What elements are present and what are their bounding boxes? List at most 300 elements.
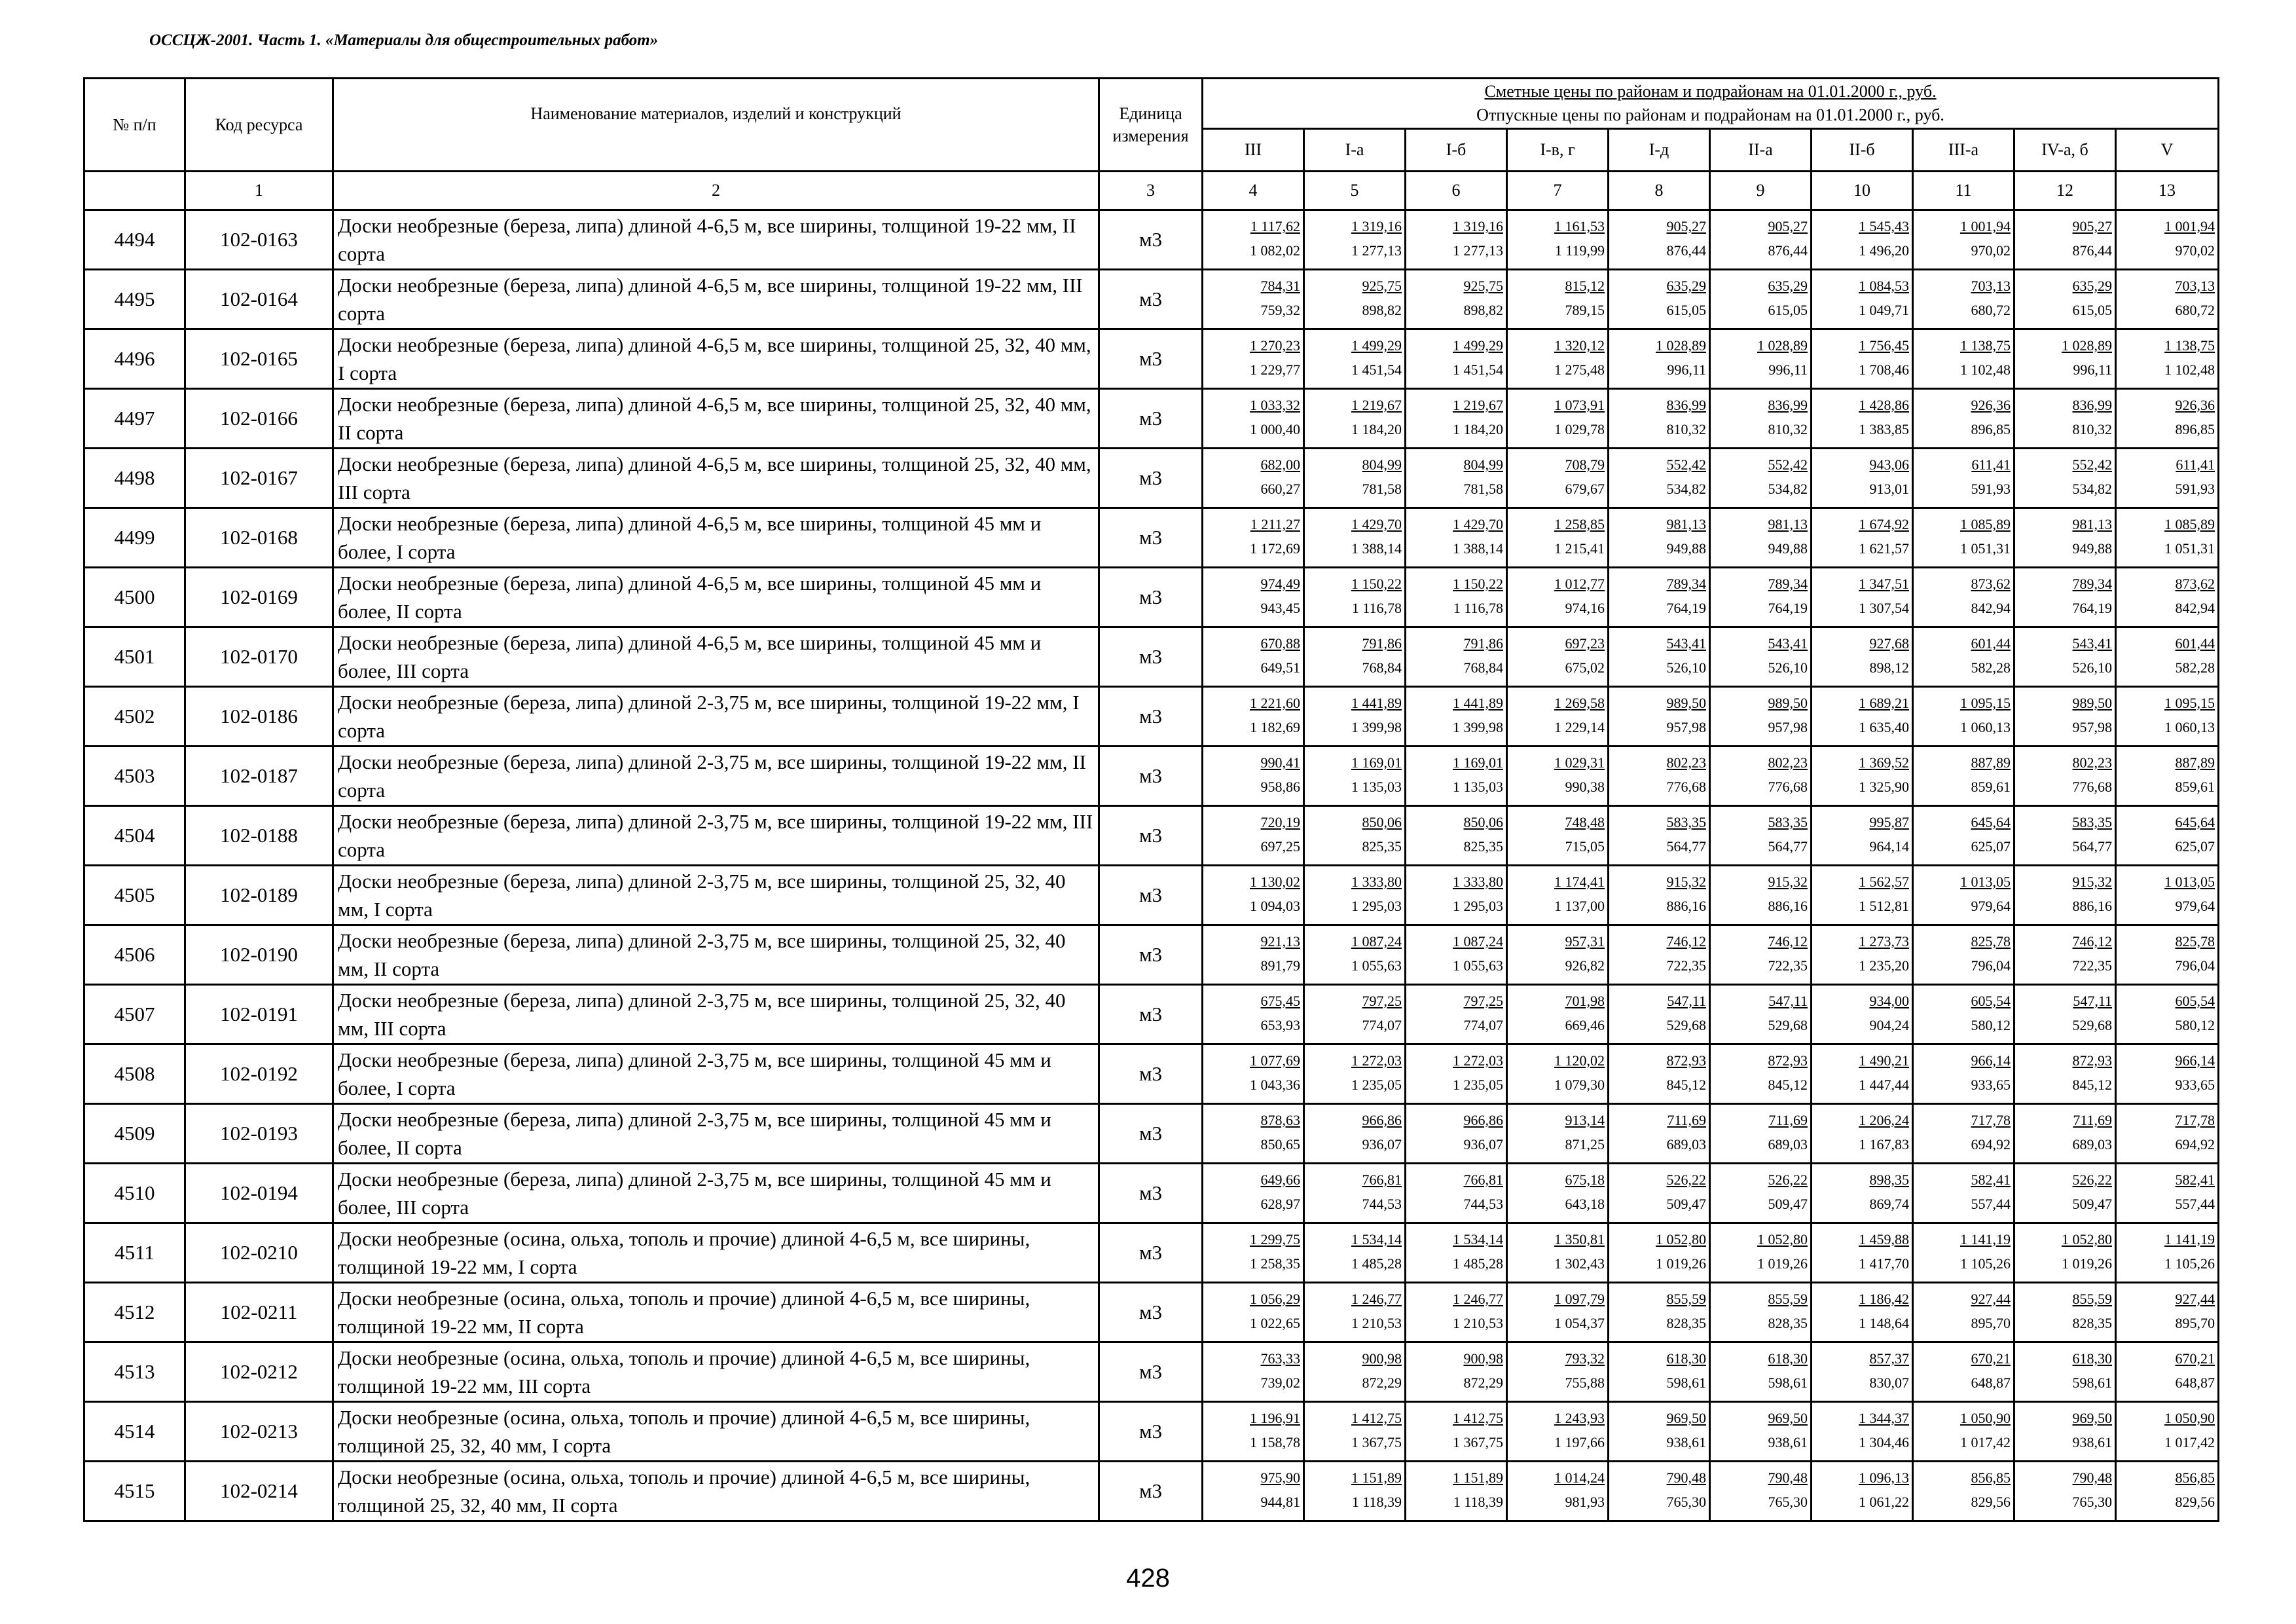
estimate-price: 601,44 [2175,635,2215,652]
estimate-price: 1 219,67 [1453,397,1503,413]
release-price: 913,01 [1869,481,1909,497]
table-row [84,747,2219,806]
row-number: 4497 [84,389,185,449]
price-cell [1406,1283,1507,1342]
release-price: 898,82 [1362,302,1402,318]
unit-of-measure: м3 [1099,1164,1203,1223]
table-row [84,1104,2219,1164]
release-price: 694,92 [1971,1136,2011,1153]
price-cell [1913,1223,2014,1283]
release-price: 936,07 [1362,1136,1402,1153]
row-number: 4515 [84,1462,185,1521]
estimate-price: 1 272,03 [1453,1052,1503,1069]
release-price: 1 215,41 [1554,540,1605,557]
release-price: 1 061,22 [1859,1494,1909,1510]
estimate-price: 966,86 [1463,1112,1503,1128]
price-cell [1812,568,1913,627]
estimate-price: 547,11 [1768,993,1808,1009]
price-cell [1507,1104,1609,1164]
price-cell [1609,1044,1710,1104]
unit-of-measure: м3 [1099,329,1203,389]
price-cell [1812,1044,1913,1104]
price-cell [1507,1283,1609,1342]
price-cell [1913,389,2014,449]
price-cell [1406,508,1507,568]
price-cell [1812,1223,1913,1283]
estimate-price: 873,62 [1971,576,2011,592]
estimate-price: 605,54 [1971,993,2011,1009]
price-cell [1913,747,2014,806]
estimate-price: 703,13 [2175,278,2215,294]
row-number: 4504 [84,806,185,866]
price-cell [1406,1342,1507,1402]
release-price: 1 022,65 [1250,1315,1300,1331]
table-row [84,1402,2219,1462]
estimate-price: 552,42 [1768,456,1808,473]
price-cell [1609,687,1710,747]
estimate-price: 1 012,77 [1554,576,1605,592]
price-cell [1507,449,1609,508]
release-price: 979,64 [2175,898,2215,914]
estimate-price: 989,50 [1666,695,1706,711]
price-cell [1913,806,2014,866]
price-cell [2116,627,2219,687]
unit-of-measure: м3 [1099,270,1203,329]
estimate-price: 990,41 [1260,754,1300,771]
price-cell [2014,270,2116,329]
estimate-price: 675,45 [1260,993,1300,1009]
material-name: Доски необрезные (береза, липа) длиной 2-3,75 м, все ширины, толщиной 19-22 мм, I сорта [333,687,1099,747]
price-cell [1812,1104,1913,1164]
estimate-price: 701,98 [1565,993,1605,1009]
release-price: 564,77 [1768,838,1808,855]
resource-code: 102-0168 [185,508,333,568]
material-name: Доски необрезные (береза, липа) длиной 2-3,75 м, все ширины, толщиной 25, 32, 40 мм, III сорта [333,985,1099,1044]
release-price: 1 172,69 [1250,540,1300,557]
price-cell [1507,925,1609,985]
release-price: 615,05 [2072,302,2112,318]
estimate-price: 836,99 [2072,397,2112,413]
estimate-price: 791,86 [1463,635,1503,652]
price-cell [1507,806,1609,866]
estimate-price: 905,27 [1666,218,1706,234]
release-price: 1 399,98 [1351,719,1402,735]
estimate-price: 802,23 [2072,754,2112,771]
row-number: 4507 [84,985,185,1044]
material-name: Доски необрезные (береза, липа) длиной 2-3,75 м, все ширины, толщиной 19-22 мм, II сорта [333,747,1099,806]
estimate-price: 989,50 [2072,695,2112,711]
price-cell [1304,1164,1406,1223]
release-price: 1 210,53 [1351,1315,1402,1331]
release-price: 764,19 [1666,600,1706,616]
estimate-price: 966,14 [1971,1052,2011,1069]
estimate-price: 605,54 [2175,993,2215,1009]
col-header-num: № п/п [84,79,185,172]
resource-code: 102-0194 [185,1164,333,1223]
material-name: Доски необрезные (береза, липа) длиной 2-3,75 м, все ширины, толщиной 45 мм и более, II сорта [333,1104,1099,1164]
price-cell [1304,985,1406,1044]
estimate-price: 1 545,43 [1859,218,1909,234]
row-number: 4500 [84,568,185,627]
estimate-price: 1 333,80 [1351,874,1402,890]
estimate-price: 900,98 [1463,1350,1503,1367]
estimate-price: 926,36 [1971,397,2011,413]
estimate-price: 1 490,21 [1859,1052,1909,1069]
price-cell [1304,627,1406,687]
release-price: 1 060,13 [1960,719,2011,735]
price-cell [1913,925,2014,985]
price-cell [1304,806,1406,866]
price-cell [1609,329,1710,389]
release-price: 774,07 [1463,1017,1503,1033]
document-header: ОССЦЖ-2001. Часть 1. «Материалы для общестроительных работ» [149,31,659,49]
release-price: 534,82 [1666,481,1706,497]
estimate-price: 857,37 [1869,1350,1909,1367]
column-number-row [84,172,2219,210]
release-price: 949,88 [2072,540,2112,557]
release-price: 830,07 [1869,1375,1909,1391]
estimate-price: 1 151,89 [1453,1469,1503,1486]
price-cell [1507,627,1609,687]
row-number: 4506 [84,925,185,985]
price-cell [1913,449,2014,508]
column-number: 11 [1913,172,2014,210]
release-price: 689,03 [1666,1136,1706,1153]
price-cell [1913,329,2014,389]
release-price: 675,02 [1565,659,1605,676]
price-cell [2014,1223,2116,1283]
unit-of-measure: м3 [1099,1223,1203,1283]
column-number: 5 [1304,172,1406,210]
estimate-price: 645,64 [1971,814,2011,830]
release-price: 886,16 [1666,898,1706,914]
release-price: 755,88 [1565,1375,1605,1391]
release-price: 898,12 [1869,659,1909,676]
release-price: 810,32 [1666,421,1706,437]
estimate-price: 872,93 [1666,1052,1706,1069]
price-cell [1203,1104,1304,1164]
price-cell [1710,627,1812,687]
price-cell [2116,449,2219,508]
release-price: 828,35 [1666,1315,1706,1331]
price-cell [1812,866,1913,925]
price-cell [2014,389,2116,449]
estimate-price: 802,23 [1768,754,1808,771]
release-price: 1 019,26 [1656,1255,1706,1272]
table-row [84,866,2219,925]
release-price: 648,87 [1971,1375,2011,1391]
price-cell [1203,747,1304,806]
price-cell [2014,1462,2116,1521]
estimate-price: 1 001,94 [1960,218,2011,234]
price-cell [1913,568,2014,627]
release-price: 1 043,36 [1250,1077,1300,1093]
estimate-price: 1 001,94 [2164,218,2215,234]
release-price: 938,61 [1768,1434,1808,1450]
estimate-price: 905,27 [2072,218,2112,234]
price-cell [1812,1462,1913,1521]
price-cell [1710,1402,1812,1462]
price-cell [1304,1104,1406,1164]
release-price: 1 277,13 [1351,242,1402,259]
price-cell [1710,1164,1812,1223]
estimate-price: 670,88 [1260,635,1300,652]
release-price: 1 054,37 [1554,1315,1605,1331]
unit-of-measure: м3 [1099,1402,1203,1462]
price-cell [2014,627,2116,687]
release-price: 1 019,26 [1757,1255,1808,1272]
price-cell [2116,747,2219,806]
release-price: 872,29 [1362,1375,1402,1391]
price-cell [2116,1223,2219,1283]
release-price: 722,35 [1666,957,1706,974]
price-cell [2116,1044,2219,1104]
release-price: 1 116,78 [1351,600,1402,616]
price-cell [1406,1164,1507,1223]
unit-of-measure: м3 [1099,925,1203,985]
release-price: 1 051,31 [1960,540,2011,557]
estimate-price: 618,30 [1768,1350,1808,1367]
estimate-price: 915,32 [1666,874,1706,890]
unit-of-measure: м3 [1099,687,1203,747]
price-cell [1609,925,1710,985]
estimate-price: 1 084,53 [1859,278,1909,294]
price-cell [1507,389,1609,449]
price-cell [1507,687,1609,747]
price-cell [1710,568,1812,627]
release-price: 859,61 [2175,779,2215,795]
release-price: 534,82 [1768,481,1808,497]
estimate-price: 873,62 [2175,576,2215,592]
price-cell [2014,508,2116,568]
estimate-price: 974,49 [1260,576,1300,592]
estimate-price: 925,75 [1463,278,1503,294]
release-price: 1 235,20 [1859,957,1909,974]
price-cell [1406,806,1507,866]
estimate-price: 543,41 [1768,635,1808,652]
release-price: 680,72 [1971,302,2011,318]
resource-code: 102-0190 [185,925,333,985]
price-cell [2116,866,2219,925]
region-header: III-а [1913,129,2014,172]
resource-code: 102-0166 [185,389,333,449]
price-cell [1913,1164,2014,1223]
estimate-price: 878,63 [1260,1112,1300,1128]
price-cell [1913,270,2014,329]
price-cell [1609,568,1710,627]
estimate-price: 1 141,19 [2164,1231,2215,1247]
estimate-price: 1 130,02 [1250,874,1300,890]
price-cell [2014,1044,2116,1104]
estimate-price: 1 028,89 [1656,337,1706,354]
estimate-price: 1 412,75 [1453,1410,1503,1426]
price-cell [1812,1342,1913,1402]
release-price: 1 367,75 [1351,1434,1402,1450]
row-number: 4496 [84,329,185,389]
release-price: 1 295,03 [1351,898,1402,914]
release-price: 715,05 [1565,838,1605,855]
estimate-price: 746,12 [2072,933,2112,950]
release-price: 896,85 [2175,421,2215,437]
release-price: 1 258,35 [1250,1255,1300,1272]
region-header: III [1203,129,1304,172]
estimate-price: 802,23 [1666,754,1706,771]
price-cell [1304,210,1406,270]
price-title-release: Отпускные цены по районам и подрайонам на 01.01.2000 г., руб. [1476,105,1944,124]
material-name: Доски необрезные (осина, ольха, тополь и прочие) длиной 4-6,5 м, все ширины, толщиной 25, 32, 40 мм, I сорта [333,1402,1099,1462]
unit-of-measure: м3 [1099,210,1203,270]
estimate-price: 790,48 [1666,1469,1706,1486]
estimate-price: 1 169,01 [1453,754,1503,771]
release-price: 829,56 [2175,1494,2215,1510]
table-row [84,329,2219,389]
estimate-price: 717,78 [1971,1112,2011,1128]
release-price: 598,61 [1666,1375,1706,1391]
release-price: 1 210,53 [1453,1315,1503,1331]
price-cell [1203,449,1304,508]
price-cell [2116,1283,2219,1342]
estimate-price: 618,30 [2072,1350,2112,1367]
estimate-price: 836,99 [1666,397,1706,413]
release-price: 744,53 [1463,1196,1503,1212]
estimate-price: 1 097,79 [1554,1291,1605,1307]
release-price: 933,65 [2175,1077,2215,1093]
price-cell [1304,866,1406,925]
release-price: 1 184,20 [1453,421,1503,437]
price-cell [1812,747,1913,806]
col-header-unit: Единица измерения [1099,79,1203,172]
release-price: 828,35 [1768,1315,1808,1331]
estimate-price: 1 095,15 [1960,695,2011,711]
price-cell [1913,1104,2014,1164]
estimate-price: 1 347,51 [1859,576,1909,592]
column-number: 8 [1609,172,1710,210]
release-price: 1 082,02 [1250,242,1300,259]
release-price: 1 197,66 [1554,1434,1605,1450]
release-price: 979,64 [1971,898,2011,914]
estimate-price: 1 499,29 [1351,337,1402,354]
release-price: 845,12 [1666,1077,1706,1093]
estimate-price: 1 085,89 [2164,516,2215,532]
price-cell [1406,1104,1507,1164]
table-row [84,210,2219,270]
release-price: 970,02 [2175,242,2215,259]
release-price: 534,82 [2072,481,2112,497]
estimate-price: 649,66 [1260,1172,1300,1188]
row-number: 4495 [84,270,185,329]
price-cell [1710,806,1812,866]
estimate-price: 583,35 [1666,814,1706,830]
price-cell [1812,329,1913,389]
estimate-price: 711,69 [1667,1112,1706,1128]
release-price: 694,92 [2175,1136,2215,1153]
price-cell [1812,389,1913,449]
table-row [84,270,2219,329]
price-cell [1507,508,1609,568]
estimate-price: 1 246,77 [1453,1291,1503,1307]
material-name: Доски необрезные (береза, липа) длиной 4-6,5 м, все ширины, толщиной 19-22 мм, II сорта [333,210,1099,270]
resource-code: 102-0167 [185,449,333,508]
price-cell [1710,1044,1812,1104]
price-cell [1203,389,1304,449]
price-cell [1812,270,1913,329]
release-price: 598,61 [1768,1375,1808,1391]
price-cell [1507,747,1609,806]
estimate-price: 697,23 [1565,635,1605,652]
price-cell [1406,449,1507,508]
estimate-price: 526,22 [1768,1172,1808,1188]
estimate-price: 1 299,75 [1250,1231,1300,1247]
release-price: 964,14 [1869,838,1909,855]
price-cell [2014,1342,2116,1402]
release-price: 1 295,03 [1453,898,1503,914]
estimate-price: 1 077,69 [1250,1052,1300,1069]
price-cell [1913,1283,2014,1342]
release-price: 996,11 [2073,361,2112,378]
price-cell [2116,389,2219,449]
estimate-price: 1 350,81 [1554,1231,1605,1247]
table-row [84,1044,2219,1104]
estimate-price: 791,86 [1362,635,1402,652]
estimate-price: 1 095,15 [2164,695,2215,711]
release-price: 829,56 [1971,1494,2011,1510]
price-cell [1406,627,1507,687]
release-price: 1 158,78 [1250,1434,1300,1450]
estimate-price: 1 429,70 [1453,516,1503,532]
price-cell [1812,210,1913,270]
release-price: 1 367,75 [1453,1434,1503,1450]
estimate-price: 1 246,77 [1351,1291,1402,1307]
price-cell [1812,627,1913,687]
unit-of-measure: м3 [1099,568,1203,627]
table-row [84,568,2219,627]
estimate-price: 825,78 [1971,933,2011,950]
release-price: 1 137,00 [1554,898,1605,914]
release-price: 1 512,81 [1859,898,1909,914]
column-number: 1 [185,172,333,210]
estimate-price: 766,81 [1463,1172,1503,1188]
estimate-price: 1 196,91 [1250,1410,1300,1426]
resource-code: 102-0191 [185,985,333,1044]
release-price: 1 496,20 [1859,242,1909,259]
region-header: II-а [1710,129,1812,172]
release-price: 789,15 [1565,302,1605,318]
release-price: 582,28 [1971,659,2011,676]
release-price: 1 304,46 [1859,1434,1909,1450]
release-price: 1 229,14 [1554,719,1605,735]
estimate-price: 1 319,16 [1351,218,1402,234]
material-name: Доски необрезные (осина, ольха, тополь и прочие) длиной 4-6,5 м, все ширины, толщиной 19-22 мм, III сорта [333,1342,1099,1402]
release-price: 876,44 [1666,242,1706,259]
estimate-price: 1 412,75 [1351,1410,1402,1426]
estimate-price: 943,06 [1869,456,1909,473]
release-price: 580,12 [1971,1017,2011,1033]
estimate-price: 793,32 [1565,1350,1605,1367]
table-row [84,1164,2219,1223]
release-price: 943,45 [1260,600,1300,616]
price-cell [1203,1164,1304,1223]
price-cell [1304,1223,1406,1283]
estimate-price: 746,12 [1666,933,1706,950]
release-price: 526,10 [1768,659,1808,676]
estimate-price: 855,59 [2072,1291,2112,1307]
table-row [84,985,2219,1044]
release-price: 1 325,90 [1859,779,1909,795]
estimate-price: 682,00 [1260,456,1300,473]
column-number: 7 [1507,172,1609,210]
table-row [84,687,2219,747]
region-header: I-б [1406,129,1507,172]
